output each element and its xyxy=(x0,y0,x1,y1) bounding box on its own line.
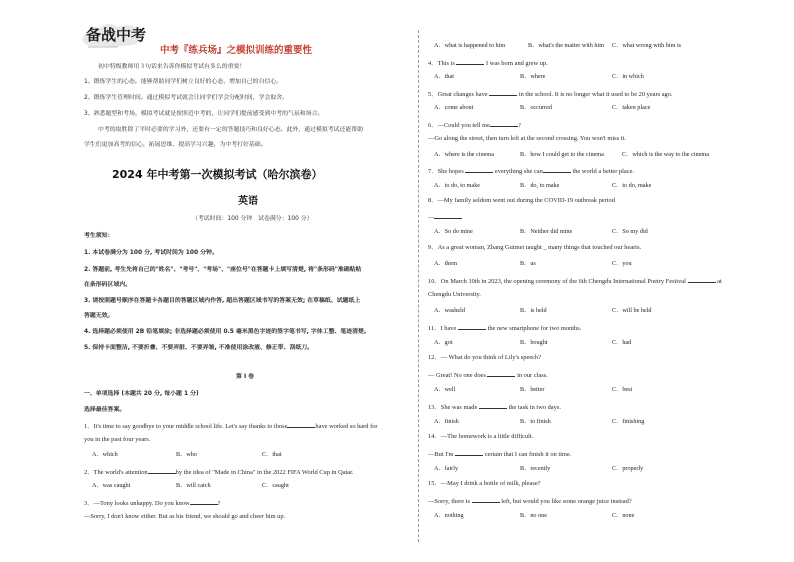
question-8-reply xyxy=(428,212,462,222)
exam-meta: （考试时间：100 分钟 试卷满分：100 分） xyxy=(192,216,313,222)
notice-2b: 在条形码区域内。 xyxy=(84,282,132,288)
q11-text: 11．I have xyxy=(428,325,457,332)
q4-text: 4．This is xyxy=(428,60,455,67)
q5-text: 5．Great changes have xyxy=(428,91,488,98)
q15-text-b: —Sorry, there is xyxy=(428,498,471,505)
q7-option-b: B．do, to make xyxy=(520,182,560,189)
q14-option-c: C．properly xyxy=(612,465,644,472)
q2-option-c: C．caught xyxy=(262,482,289,489)
q3-text-c: —Sorry, I don't know either. But as his friend, we should go and cheer him up. xyxy=(84,513,286,520)
q6-text-b: ? xyxy=(517,122,521,129)
notice-4: 4. 选择题必须使用 2B 铅笔填涂; 非选择题必须使用 0.5 毫米黑色字迹的签字笔书写, 字体工整、笔迹清楚。 xyxy=(84,329,370,335)
answer-blank xyxy=(487,370,515,377)
question-7 xyxy=(428,166,634,176)
q5-text-b: in the school. It is no longer what it used to be 20 years ago. xyxy=(518,91,673,98)
q13-text-b: the task in two days. xyxy=(508,404,561,411)
q4-option-a: A．that xyxy=(434,73,454,80)
question-13 xyxy=(428,402,561,412)
promo-point-2: 2、锻炼学生管理时间。通过模拟考试就会让同学们学会分配时间，学会取舍。 xyxy=(84,95,289,101)
question-14-reply xyxy=(428,449,571,459)
q5-option-a: A．come about xyxy=(434,104,474,111)
promo-point-1: 1、锻炼学生的心态。能够帮助同学们树立良好的心态，增加自己的自信心。 xyxy=(84,79,283,85)
q12-option-a: A．well xyxy=(434,386,456,393)
q1-option-b: B．who xyxy=(176,451,197,458)
q12-text-b: — Great! No one does xyxy=(428,372,486,379)
q5-option-b: B．occurred xyxy=(520,104,552,111)
q9-option-b: B．us xyxy=(520,260,536,267)
q7-text-b: everything she can xyxy=(494,168,543,175)
q9-text: 9．As a great woman, Zhang Guimei taught xyxy=(428,244,542,251)
q3-text-b: ? xyxy=(217,500,221,507)
section-title: 一、单项选择 (本题共 20 分, 每小题 1 分) xyxy=(84,391,199,397)
answer-blank xyxy=(489,89,517,96)
question-15-reply xyxy=(428,496,632,506)
q15-option-c: C．none xyxy=(612,512,635,519)
q2-text-b: by the idea of "Made in China" in the 2022 FIFA World Cup in Qatar. xyxy=(175,469,354,476)
promo-point-3: 3、熟悉题型和考场。模拟考试就是按照近中考的，让同学们提前感受到中考的气氛和场合。 xyxy=(84,111,324,117)
notice-1: 1. 本试卷满分为 100 分, 考试时间为 100 分钟。 xyxy=(84,250,218,256)
q3-text: 3．—Tony looks unhappy. Do you know xyxy=(84,500,190,507)
question-12-reply xyxy=(428,370,548,380)
promo-intro: 初中特级教师用３句话来告诉你模拟考试有多么的重要！ xyxy=(98,64,246,70)
answer-blank xyxy=(543,166,571,173)
q8-option-b: B．Neither did mine xyxy=(520,228,573,235)
q15-text-c: left, but would you like some orange juice instead? xyxy=(501,498,632,505)
q9-option-c: C．you xyxy=(612,260,632,267)
q8-option-c: C．So my did xyxy=(612,228,648,235)
q4-text-b: I was born and grew up. xyxy=(486,60,548,67)
q8-text-b: — xyxy=(428,214,435,221)
answer-blank xyxy=(455,449,483,456)
exam-title: 2024 年中考第一次模拟考试（哈尔滨卷） xyxy=(112,168,323,181)
q14-option-a: A．fairly xyxy=(434,465,459,472)
q10-option-c: C．will be held xyxy=(612,307,652,314)
q12-text-c: in our class. xyxy=(517,372,548,379)
question-2 xyxy=(84,467,354,477)
q1-text-b: have worked so hard for xyxy=(315,423,378,430)
q2-text: 2．The world's attention xyxy=(84,469,148,476)
question-6 xyxy=(428,120,521,130)
promo-title: 中考『练兵场』之模拟训练的重要性 xyxy=(160,45,313,56)
notice-head: 考生须知： xyxy=(84,233,114,239)
q8-option-a: A．So do mine xyxy=(434,228,473,235)
question-3 xyxy=(84,498,221,508)
q14-text-c: certain that I can finish it on time. xyxy=(484,451,572,458)
notice-3: 3. 请按照题号顺序在答题卡各题目的答题区域内作答, 超出答题区域书写的答案无效; 在草稿纸、试题纸上 xyxy=(84,298,361,304)
q11-text-b: the new smartphone for two months. xyxy=(487,325,582,332)
question-1 xyxy=(84,421,378,431)
q8-text: 8．—My family seldom went out during the COVID-19 outbreak period xyxy=(428,197,615,204)
q1-text: 1．It's time to say goodbye to your middle school life. Let's say thanks to those xyxy=(84,423,288,430)
question-4 xyxy=(428,58,548,68)
q6-text-c: —Go along the street, then turn left at the second crossing. You won't miss it. xyxy=(428,135,626,142)
logo-icon xyxy=(78,18,148,52)
notice-2: 2. 答题前, 考生先将自己的"姓名"、"考号"、"考场"、"座位号"在答题卡上填写清楚, 将"条形码"准确粘贴 xyxy=(84,267,362,273)
q10-text-c: Chengdu University. xyxy=(428,291,481,298)
q12-text: 12．— What do you think of Lily's speech? xyxy=(428,354,542,361)
q15-option-a: A．nothing xyxy=(434,512,464,519)
answer-blank xyxy=(479,402,507,409)
q15-text: 15．—May I drink a bottle of milk, please? xyxy=(428,480,541,487)
q13-option-a: A．finish xyxy=(434,418,459,425)
exam-subject: 英语 xyxy=(238,196,258,207)
q7-option-a: A．to do, to make xyxy=(434,182,481,189)
q6-option-a: A．where is the cinema xyxy=(434,151,494,158)
q7-option-c: C．to do, make xyxy=(612,182,652,189)
q5-option-c: C．taken place xyxy=(612,104,651,111)
answer-blank xyxy=(456,58,484,65)
q3-option-b: B．what's the matter with him xyxy=(528,42,605,49)
q4-option-b: B．where xyxy=(520,73,546,80)
question-9: 9．As a great woman, Zhang Guimei taught _ many things that touched our hearts. xyxy=(428,244,642,251)
q11-option-b: B．bought xyxy=(520,339,548,346)
answer-blank xyxy=(465,166,493,173)
q9-option-a: A．them xyxy=(434,260,458,267)
answer-blank xyxy=(190,498,218,505)
q13-option-b: B．to finish xyxy=(520,418,551,425)
answer-blank xyxy=(287,421,315,428)
promo-closing-1: 中考的取胜除了平时必要的学习外，还要有一定的答题技巧和良好心态。此外，通过模拟考试还能帮助 xyxy=(98,127,364,133)
q7-text-c: the world a better place. xyxy=(572,168,635,175)
q13-text: 13．She was made xyxy=(428,404,478,411)
q10-option-b: B．is held xyxy=(520,307,547,314)
q6-text: 6．—Could you tell me xyxy=(428,122,490,129)
answer-blank xyxy=(688,276,716,283)
logo-text: 备战中考 xyxy=(86,26,147,44)
q10-text-b: at xyxy=(717,278,722,285)
promo-closing-2: 学生们更加高考的信心，拓展思维，提高学习兴趣，为中考打好基础。 xyxy=(84,142,267,148)
answer-blank xyxy=(148,467,176,474)
volume-label: 第 I 卷 xyxy=(236,374,255,380)
q2-option-b: B．will catch xyxy=(176,482,211,489)
q1-text-c: you in the past four years. xyxy=(84,436,151,443)
question-5 xyxy=(428,89,673,99)
q9-text-b: many things that touched our hearts. xyxy=(548,244,642,251)
notice-3b: 答题无效。 xyxy=(84,313,114,319)
answer-blank xyxy=(458,323,486,330)
q11-option-c: C．had xyxy=(612,339,632,346)
q14-option-b: B．recently xyxy=(520,465,551,472)
q1-option-c: C．that xyxy=(262,451,282,458)
q10-option-a: A．washeld xyxy=(434,307,465,314)
q12-option-b: B．better xyxy=(520,386,545,393)
q13-option-c: C．finishing xyxy=(612,418,645,425)
q3-option-c: C．what wrong with him is xyxy=(612,42,682,49)
answer-blank xyxy=(472,496,500,503)
section-instruction: 选择最佳答案。 xyxy=(84,407,126,413)
column-divider xyxy=(418,30,419,542)
q7-text: 7．She hopes xyxy=(428,168,464,175)
answer-blank xyxy=(434,212,462,219)
q10-text: 10．On March 10th in 2023, the opening ceremony of the 6th Chengdu International Poetry Festival xyxy=(428,278,686,285)
q6-option-b: B．how I could get to the cinema xyxy=(520,151,604,158)
answer-blank xyxy=(490,120,518,127)
q14-text: 14．—The homework is a little difficult. xyxy=(428,433,534,440)
q15-option-b: B．no one xyxy=(520,512,547,519)
q1-option-a: A．which xyxy=(92,451,118,458)
q3-option-a: A．what is happened to him xyxy=(434,42,506,49)
question-11 xyxy=(428,323,581,333)
q14-text-b: —But I'm xyxy=(428,451,454,458)
q12-option-c: C．best xyxy=(612,386,633,393)
question-10 xyxy=(428,276,722,286)
q6-option-c: C．which is the way to the cinema xyxy=(622,151,709,158)
q4-option-c: C．in which xyxy=(612,73,644,80)
q2-option-a: A．was caught xyxy=(92,482,131,489)
q11-option-a: A．got xyxy=(434,339,453,346)
notice-5: 5. 保持卡面整洁, 不要折叠、不要弄脏、不要弄皱, 不准使用涂改液、修正带、刮纸刀。 xyxy=(84,345,314,351)
